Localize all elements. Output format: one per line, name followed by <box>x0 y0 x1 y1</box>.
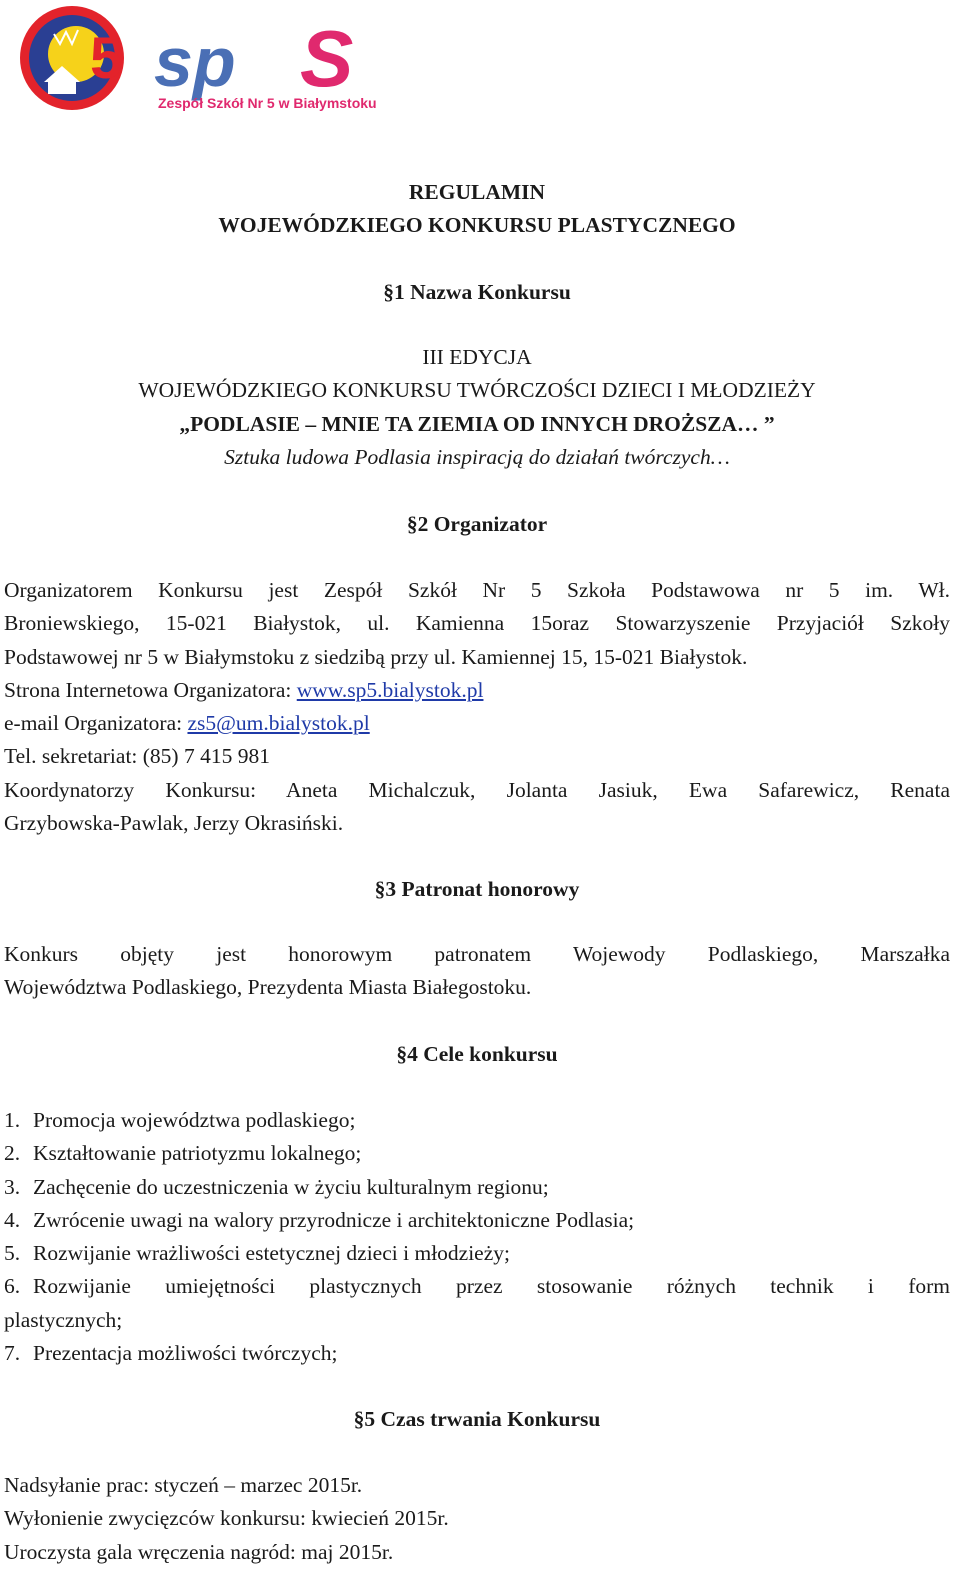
schedule-line-3: Uroczysta gala wręczenia nagród: maj 2015r. <box>4 1539 394 1564</box>
contest-motto: „PODLASIE – MNIE TA ZIEMIA OD INNYCH DROŻSZA… ” <box>179 411 775 436</box>
list-item <box>4 1137 950 1170</box>
list-item-number: 7. <box>4 1341 21 1366</box>
section-5-body <box>4 1469 950 1569</box>
organizer-line-2: Broniewskiego, 15-021 Białystok, ul. Kamienna 15oraz Stowarzyszenie Przyjaciół Szkoły <box>4 611 950 636</box>
list-item-number: 2. <box>4 1141 21 1166</box>
document-subtitle: WOJEWÓDZKIEGO KONKURSU PLASTYCZNEGO <box>218 213 736 238</box>
website-row <box>4 674 950 707</box>
list-item-text: Kształtowanie patriotyzmu lokalnego; <box>33 1141 362 1166</box>
organizer-line-1: Organizatorem Konkursu jest Zespół Szkół Nr 5 Szkoła Podstawowa nr 5 im. Wł. <box>4 578 950 602</box>
list-item-number: 6. <box>4 1274 21 1299</box>
schedule-line-2: Wyłonienie zwycięzców konkursu: kwiecień 2015r. <box>4 1506 449 1531</box>
school-logo-graphic <box>4 4 424 112</box>
list-item <box>4 1270 950 1303</box>
list-item-text: Zachęcenie do uczestniczenia w życiu kulturalnym regionu; <box>33 1174 549 1199</box>
svg-text:sp: sp <box>154 23 236 101</box>
list-item <box>4 1104 950 1137</box>
list-item <box>4 1237 950 1270</box>
list-item-number: 3. <box>4 1174 21 1199</box>
coordinators-line-2: Grzybowska-Pawlak, Jerzy Okrasiński. <box>4 811 344 836</box>
section-2-heading: §2 Organizator <box>406 512 548 536</box>
svg-text:S: S <box>300 14 354 103</box>
section-4-heading: §4 Cele konkursu <box>396 1042 558 1066</box>
section-1-body <box>4 341 950 474</box>
document-title: REGULAMIN <box>408 180 546 204</box>
contest-tagline: Sztuka ludowa Podlasia inspiracją do działań twórczych… <box>224 444 730 469</box>
section-3-heading: §3 Patronat honorowy <box>374 877 580 901</box>
list-item-text: Rozwijanie umiejętności plastycznych przez stosowanie różnych technik i form <box>33 1274 950 1299</box>
patronage-line-1: Konkurs objęty jest honorowym patronatem Wojewody Podlaskiego, Marszałka <box>4 942 950 966</box>
list-item-text: Promocja województwa podlaskiego; <box>33 1108 356 1132</box>
logo-badge-number: 5 <box>90 26 123 91</box>
coordinators-line-1: Koordynatorzy Konkursu: Aneta Michalczuk, Jolanta Jasiuk, Ewa Safarewicz, Renata <box>4 777 950 802</box>
list-item-number: 4. <box>4 1207 21 1232</box>
organizer-line-3: Podstawowej nr 5 w Białymstoku z siedzibą przy ul. Kamiennej 15, 15-021 Białystok. <box>4 644 748 669</box>
patronage-line-2: Województwa Podlaskiego, Prezydenta Miasta Białegostoku. <box>4 975 532 1000</box>
list-item-number: 1. <box>4 1108 21 1132</box>
list-item <box>4 1204 950 1237</box>
school-logo <box>4 4 424 112</box>
email-row <box>4 707 950 740</box>
email-label: e-mail Organizatora: <box>4 711 188 736</box>
list-item-continuation: plastycznych; <box>4 1307 123 1332</box>
email-link[interactable]: zs5@um.bialystok.pl <box>187 711 370 736</box>
list-item-text: Prezentacja możliwości twórczych; <box>33 1341 338 1366</box>
logo-caption: Zespół Szkół Nr 5 w Białymstoku <box>158 95 377 111</box>
list-item-text: Zwrócenie uwagi na walory przyrodnicze i architektoniczne Podlasia; <box>33 1207 635 1232</box>
section-1-heading: §1 Nazwa Konkursu <box>383 280 571 304</box>
section-5-heading: §5 Czas trwania Konkursu <box>353 1407 601 1431</box>
list-item-number: 5. <box>4 1241 21 1266</box>
document-header <box>4 176 950 243</box>
goals-list <box>4 1104 950 1370</box>
list-item-text: Rozwijanie wrażliwości estetycznej dzieci i młodzieży; <box>33 1241 510 1266</box>
section-2-body <box>4 574 950 840</box>
contest-edition: III EDYCJA <box>422 345 532 369</box>
schedule-line-1: Nadsyłanie prac: styczeń – marzec 2015r. <box>4 1473 363 1497</box>
list-item <box>4 1337 950 1370</box>
list-item <box>4 1171 950 1204</box>
website-label: Strona Internetowa Organizatora: <box>4 677 297 702</box>
website-link[interactable]: www.sp5.bialystok.pl <box>296 677 484 702</box>
phone-line: Tel. sekretariat: (85) 7 415 981 <box>4 744 270 769</box>
section-3-body <box>4 938 950 1005</box>
contest-name: WOJEWÓDZKIEGO KONKURSU TWÓRCZOŚCI DZIECI I MŁODZIEŻY <box>138 378 816 403</box>
